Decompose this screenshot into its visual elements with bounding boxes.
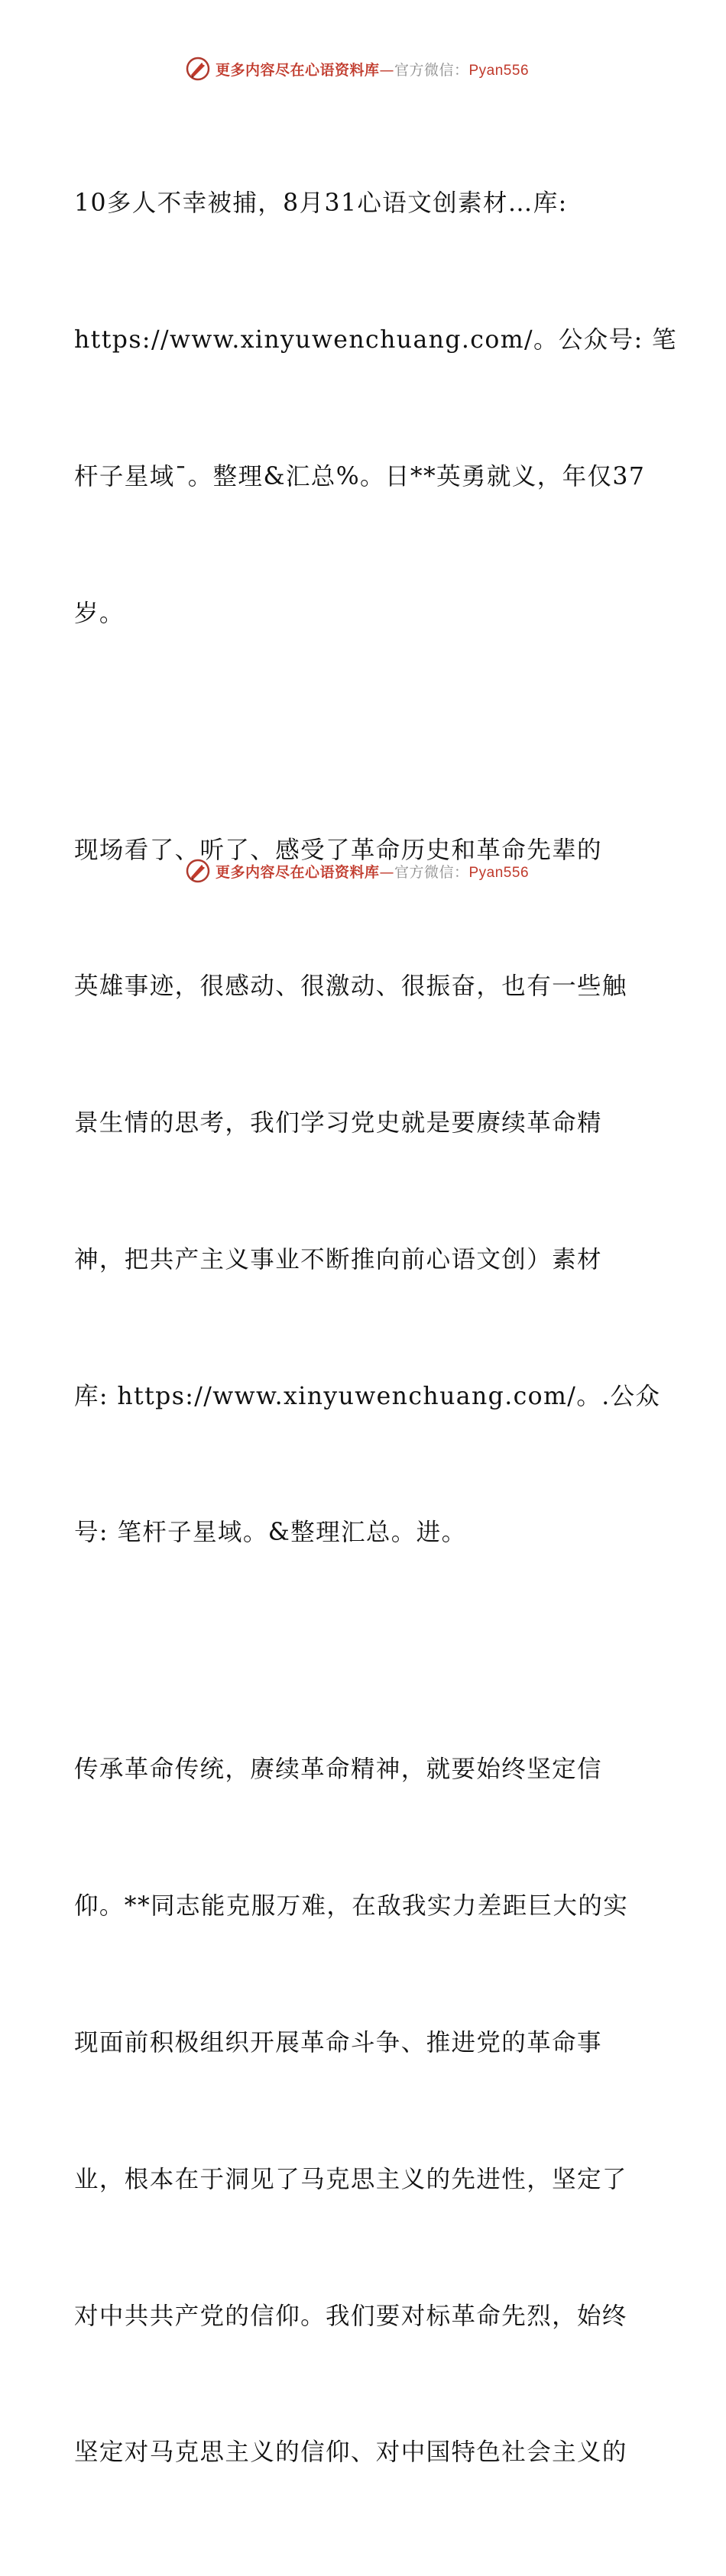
- text-line: 号: 笔杆子星域。&整理汇总。进。: [74, 1519, 467, 1547]
- text-line: 杆子星域¯。整理&汇总%。日**英勇就义，年仅37: [74, 462, 646, 490]
- text-line: 坚定对马克思主义的信仰、对中国特色社会主义的: [74, 2438, 627, 2467]
- text-line: https://www.xinyuwenchuang.com/。公众号: 笔: [74, 325, 677, 354]
- pen-logo-icon: [185, 858, 211, 884]
- banner-title: 更多内容尽在心语资料库: [215, 863, 380, 881]
- text-line: 景生情的思考，我们学习党史就是要赓续革命精: [74, 1109, 602, 1138]
- header-banner: [0, 53, 726, 84]
- banner-wechat-label: 官方微信：: [394, 863, 469, 881]
- banner-wechat-id: Pyan556: [468, 864, 530, 881]
- paragraph-1: [74, 90, 677, 727]
- banner-dash: —: [379, 61, 394, 79]
- text-line: 对中共共产党的信仰。我们要对标革命先烈，始终: [74, 2302, 627, 2330]
- banner-dash: —: [379, 863, 394, 881]
- document-body: [74, 90, 677, 2576]
- text-line: 库: https://www.xinyuwenchuang.com/。.公众: [74, 1382, 661, 1410]
- text-line: 神，把共产主义事业不断推向前心语文创）素材: [74, 1245, 602, 1273]
- banner-title: 更多内容尽在心语资料库: [215, 61, 380, 79]
- text-line: 岁。: [74, 599, 125, 627]
- paragraph-3: [74, 1656, 655, 2567]
- footer-banner: [0, 856, 726, 886]
- text-line: 英雄事迹，很感动、很激动、很振奋，也有一些触: [74, 972, 627, 1001]
- banner-wechat-label: 官方微信：: [394, 61, 469, 79]
- text-line: 仰。**同志能克服万难，在敌我实力差距巨大的实: [74, 1892, 629, 1921]
- pen-logo-icon: [185, 56, 211, 82]
- text-line: 现面前积极组织开展革命斗争、推进党的革命事: [74, 2028, 602, 2057]
- text-line: 10多人不幸被捕，8月31心语文创素材…库:: [74, 189, 568, 218]
- banner-wechat-id: Pyan556: [468, 62, 530, 79]
- text-line: 业，根本在于洞见了马克思主义的先进性，坚定了: [74, 2165, 627, 2193]
- text-line: 传承革命传统，赓续革命精神，就要始终坚定信: [74, 1756, 602, 1784]
- text-line: 现场看了、听了、感受了革命历史和革命先辈的: [74, 836, 602, 864]
